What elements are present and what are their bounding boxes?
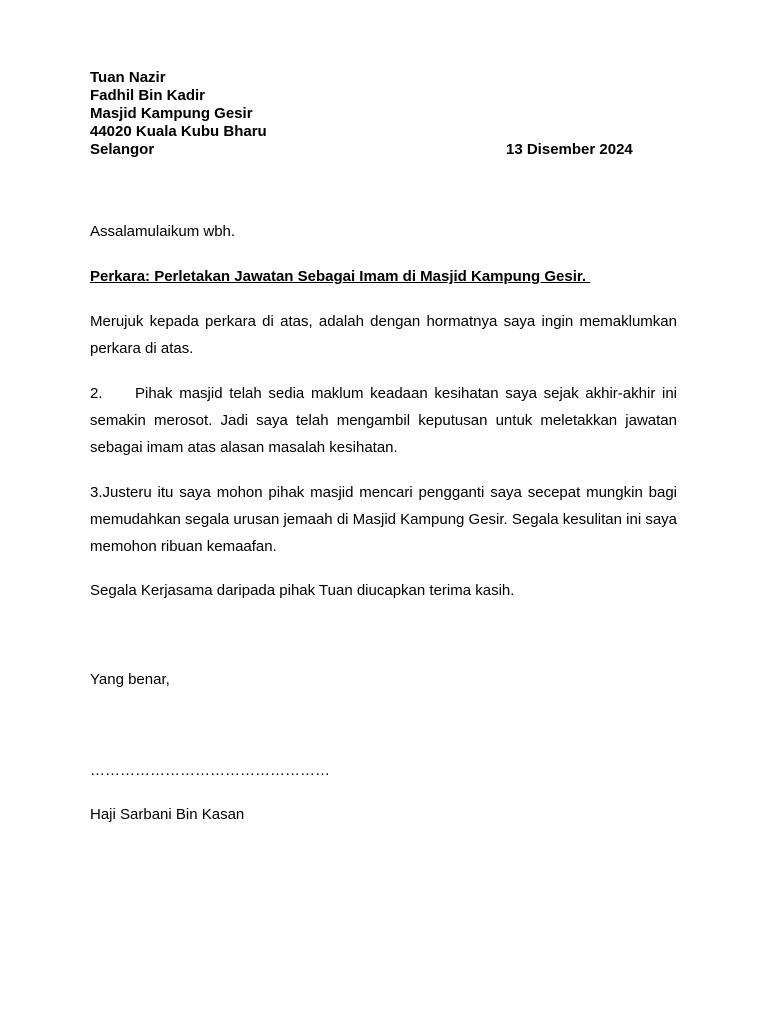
- greeting: Assalamulaikum wbh.: [90, 223, 236, 240]
- subject-line-wrapper: [90, 263, 677, 290]
- paragraph-2-text: Pihak masjid telah sedia maklum keadaan kesihatan saya sejak akhir-akhir ini semakin merosot. Jadi saya telah mengambil keputusan untuk meletakkan jawatan sebagai imam atas alasan masalah kesihatan.: [90, 385, 677, 456]
- recipient-postcode-city: 44020 Kuala Kubu Bharu: [90, 123, 267, 140]
- paragraph-4: Segala Kerjasama daripada pihak Tuan diucapkan terima kasih.: [90, 582, 515, 599]
- signature-line: …………………………………………: [90, 762, 330, 779]
- recipient-organization: Masjid Kampung Gesir: [90, 105, 253, 122]
- closing-salutation: Yang benar,: [90, 671, 170, 688]
- paragraph-2-number: 2.: [90, 385, 103, 402]
- paragraph-1: Merujuk kepada perkara di atas, adalah dengan hormatnya saya ingin memaklumkan perkara di atas.: [90, 313, 677, 357]
- subject-line: Perkara: Perletakan Jawatan Sebagai Imam di Masjid Kampung Gesir.: [90, 268, 591, 285]
- recipient-title: Tuan Nazir: [90, 69, 166, 86]
- recipient-name: Fadhil Bin Kadir: [90, 87, 206, 104]
- letter-date: 13 Disember 2024: [506, 141, 633, 158]
- recipient-state: Selangor: [90, 141, 155, 158]
- paragraph-3: 3.Justeru itu saya mohon pihak masjid mencari pengganti saya secepat mungkin bagi memudahkan segala urusan jemaah di Masjid Kampung Gesir. Segala kesulitan ini saya memohon ribuan kemaafan.: [90, 484, 677, 555]
- signer-name: Haji Sarbani Bin Kasan: [90, 806, 245, 823]
- paragraph-2: [90, 380, 677, 461]
